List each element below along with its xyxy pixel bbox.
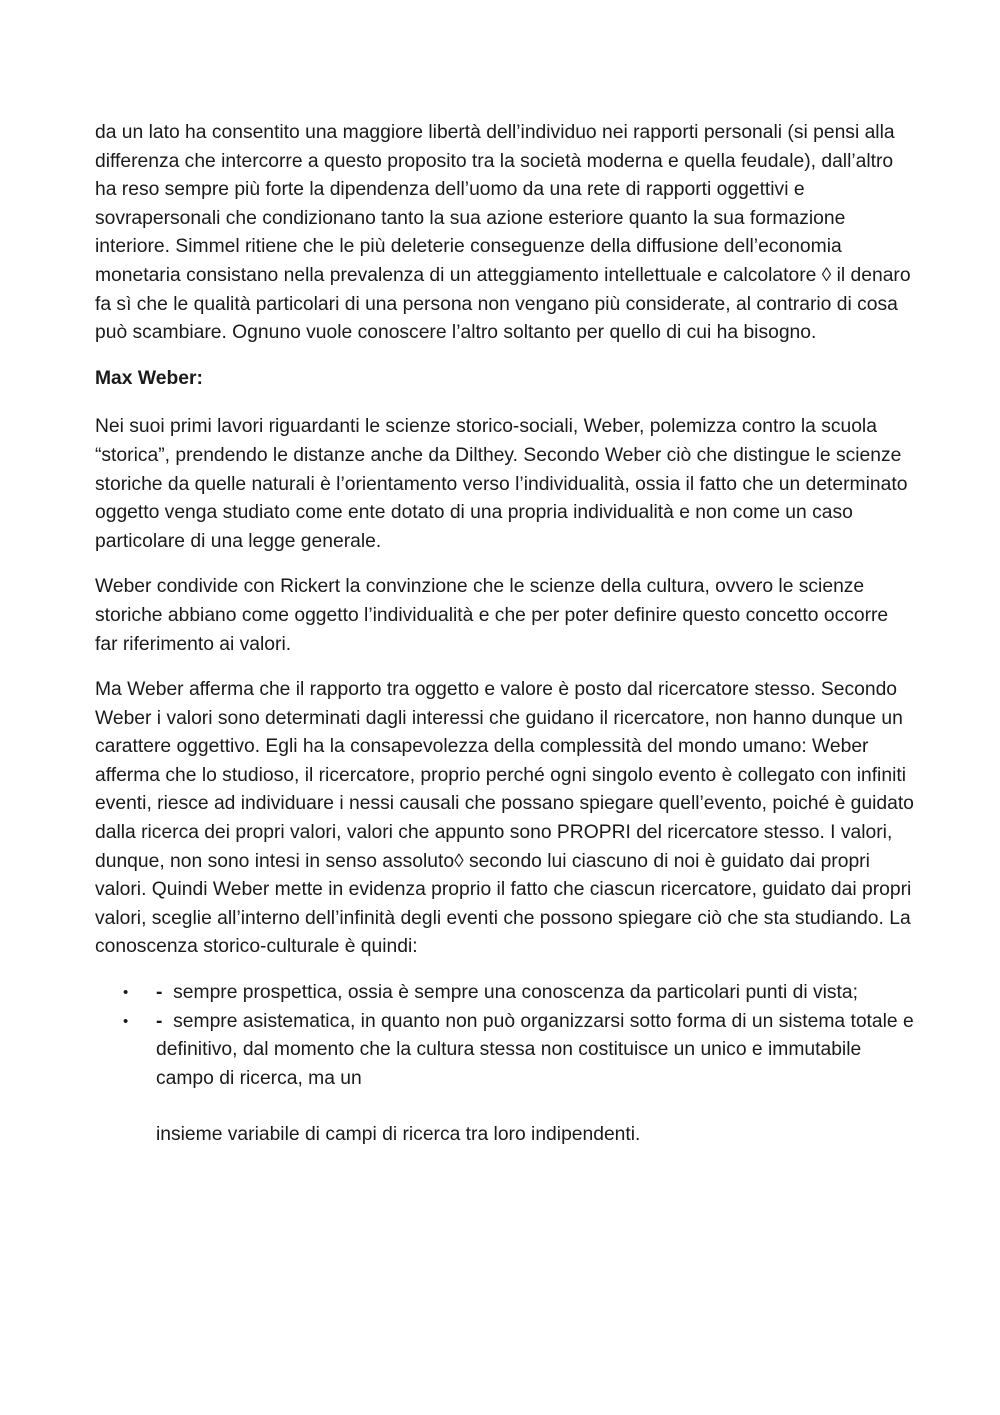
bullet-icon: • — [123, 1012, 129, 1030]
document-page — [95, 119, 915, 1150]
list-item-text: sempre prospettica, ossia è sempre una conoscenza da particolari punti di vista; — [173, 982, 858, 1004]
bullet-icon: • — [123, 984, 129, 1002]
paragraph-simmel-money: da un lato ha consentito una maggiore libertà dell’individuo nei rapporti personali (si pensi alla differenza che intercorre a questo proposito tra la società moderna e quella feudale), dall’altro ha reso sempre più forte la dipendenza dell’uomo da una rete di rapporti oggettivi e sovrapersonali che condizionano tanto la sua azione esteriore quanto la sua formazione interiore. Simmel ritiene che le più deleterie conseguenze della diffusione dell’economia monetaria consistano nella prevalenza di un atteggiamento intellettuale e calcolatore ◊ il denaro fa sì che le qualità particolari di una persona non vengano più considerate, al contrario di cosa può scambiare. Ognuno vuole conoscere l’altro soltanto per quello di cui ha bisogno. — [95, 122, 911, 344]
paragraph-weber-individuality: Nei suoi primi lavori riguardanti le scienze storico-sociali, Weber, polemizza contro la scuola “storica”, prendendo le distanze anche da Dilthey. Secondo Weber ciò che distingue le scienze storiche da quelle naturali è l’orientamento verso l’individualità, ossia il fatto che un determinato oggetto venga studiato come ente dotato di una propria individualità e non come un caso particolare di una legge generale. — [95, 416, 908, 552]
section-heading-max-weber: Max Weber: — [95, 367, 203, 389]
list-item — [95, 1008, 915, 1094]
knowledge-characteristics-list — [95, 979, 915, 1093]
paragraph-weber-rickert: Weber condivide con Rickert la convinzione che le scienze della cultura, ovvero le scienze storiche abbiano come oggetto l’individualità e che per poter definire questo concetto occorre far riferimento ai valori. — [95, 576, 889, 655]
paragraph-weber-values: Ma Weber afferma che il rapporto tra oggetto e valore è posto dal ricercatore stesso. Secondo Weber i valori sono determinati dagli interessi che guidano il ricercatore, non hanno dunque un carattere oggettivo. Egli ha la consapevolezza della complessità del mondo umano: Weber afferma che lo studioso, il ricercatore, proprio perché ogni singolo evento è collegato con infiniti eventi, riesce ad individuare i nessi causali che possano spiegare quell’evento, poiché è guidato dalla ricerca dei propri valori, valori che appunto sono PROPRI del ricercatore stesso. I valori, dunque, non sono intesi in senso assoluto◊ secondo lui ciascuno di noi è guidato dai propri valori. Quindi Weber mette in evidenza proprio il fatto che ciascun ricercatore, guidato dai propri valori, sceglie all’interno dell’infinità degli eventi che possono spiegare ciò che sta studiando. La conoscenza storico-culturale è quindi: — [95, 679, 914, 958]
list-item — [95, 979, 915, 1008]
list-item-text: sempre asistematica, in quanto non può organizzarsi sotto forma di un sistema totale e definitivo, dal momento che la cultura stessa non costituisce un unico e immutabile campo di ricerca, ma un — [156, 1010, 914, 1089]
list-item-continuation: insieme variabile di campi di ricerca tra loro indipendenti. — [156, 1124, 641, 1146]
list-item-dash: - — [156, 1010, 163, 1032]
list-item-dash: - — [156, 982, 163, 1004]
